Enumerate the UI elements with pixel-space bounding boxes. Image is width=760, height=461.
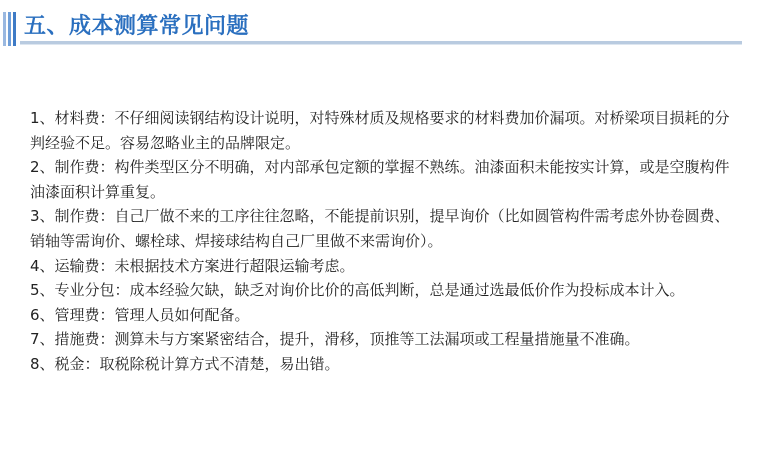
- list-item-fabrication-cost-outsourcing: 3、制作费：自己厂做不来的工序往往忽略，不能提前识别，提早询价（比如圆管构件需考虑外协卷圆费、销轴等需询价、螺栓球、焊接球结构自己厂里做不来需询价）。: [30, 207, 730, 250]
- problem-list: [30, 106, 742, 377]
- list-item-transport-cost: 4、运输费：未根据技术方案进行超限运输考虑。: [30, 256, 355, 275]
- list-item-measure-cost: 7、措施费：测算未与方案紧密结合，提升，滑移，顶推等工法漏项或工程量措施量不准确。: [30, 330, 640, 349]
- list-item-material-cost: 1、材料费：不仔细阅读钢结构设计说明，对特殊材质及规格要求的材料费加价漏项。对桥梁项目损耗的分判经验不足。容易忽略业主的品牌限定。: [30, 109, 730, 152]
- list-item-fabrication-cost: 2、制作费：构件类型区分不明确，对内部承包定额的掌握不熟练。油漆面积未能按实计算，或是空腹构件油漆面积计算重复。: [30, 158, 730, 201]
- page-title: 五、成本测算常见问题: [24, 14, 250, 39]
- list-item-tax: 8、税金：取税除税计算方式不清楚，易出错。: [30, 354, 340, 373]
- list-item-subcontract: 5、专业分包：成本经验欠缺，缺乏对询价比价的高低判断，总是通过选最低价作为投标成本计入。: [30, 281, 685, 300]
- title-underline-shadow: [20, 44, 742, 45]
- title-decoration: [3, 12, 17, 46]
- decoration-bar: [13, 12, 16, 46]
- decoration-bar: [3, 12, 6, 46]
- decoration-bar: [8, 12, 11, 46]
- list-item-management-cost: 6、管理费：管理人员如何配备。: [30, 305, 250, 324]
